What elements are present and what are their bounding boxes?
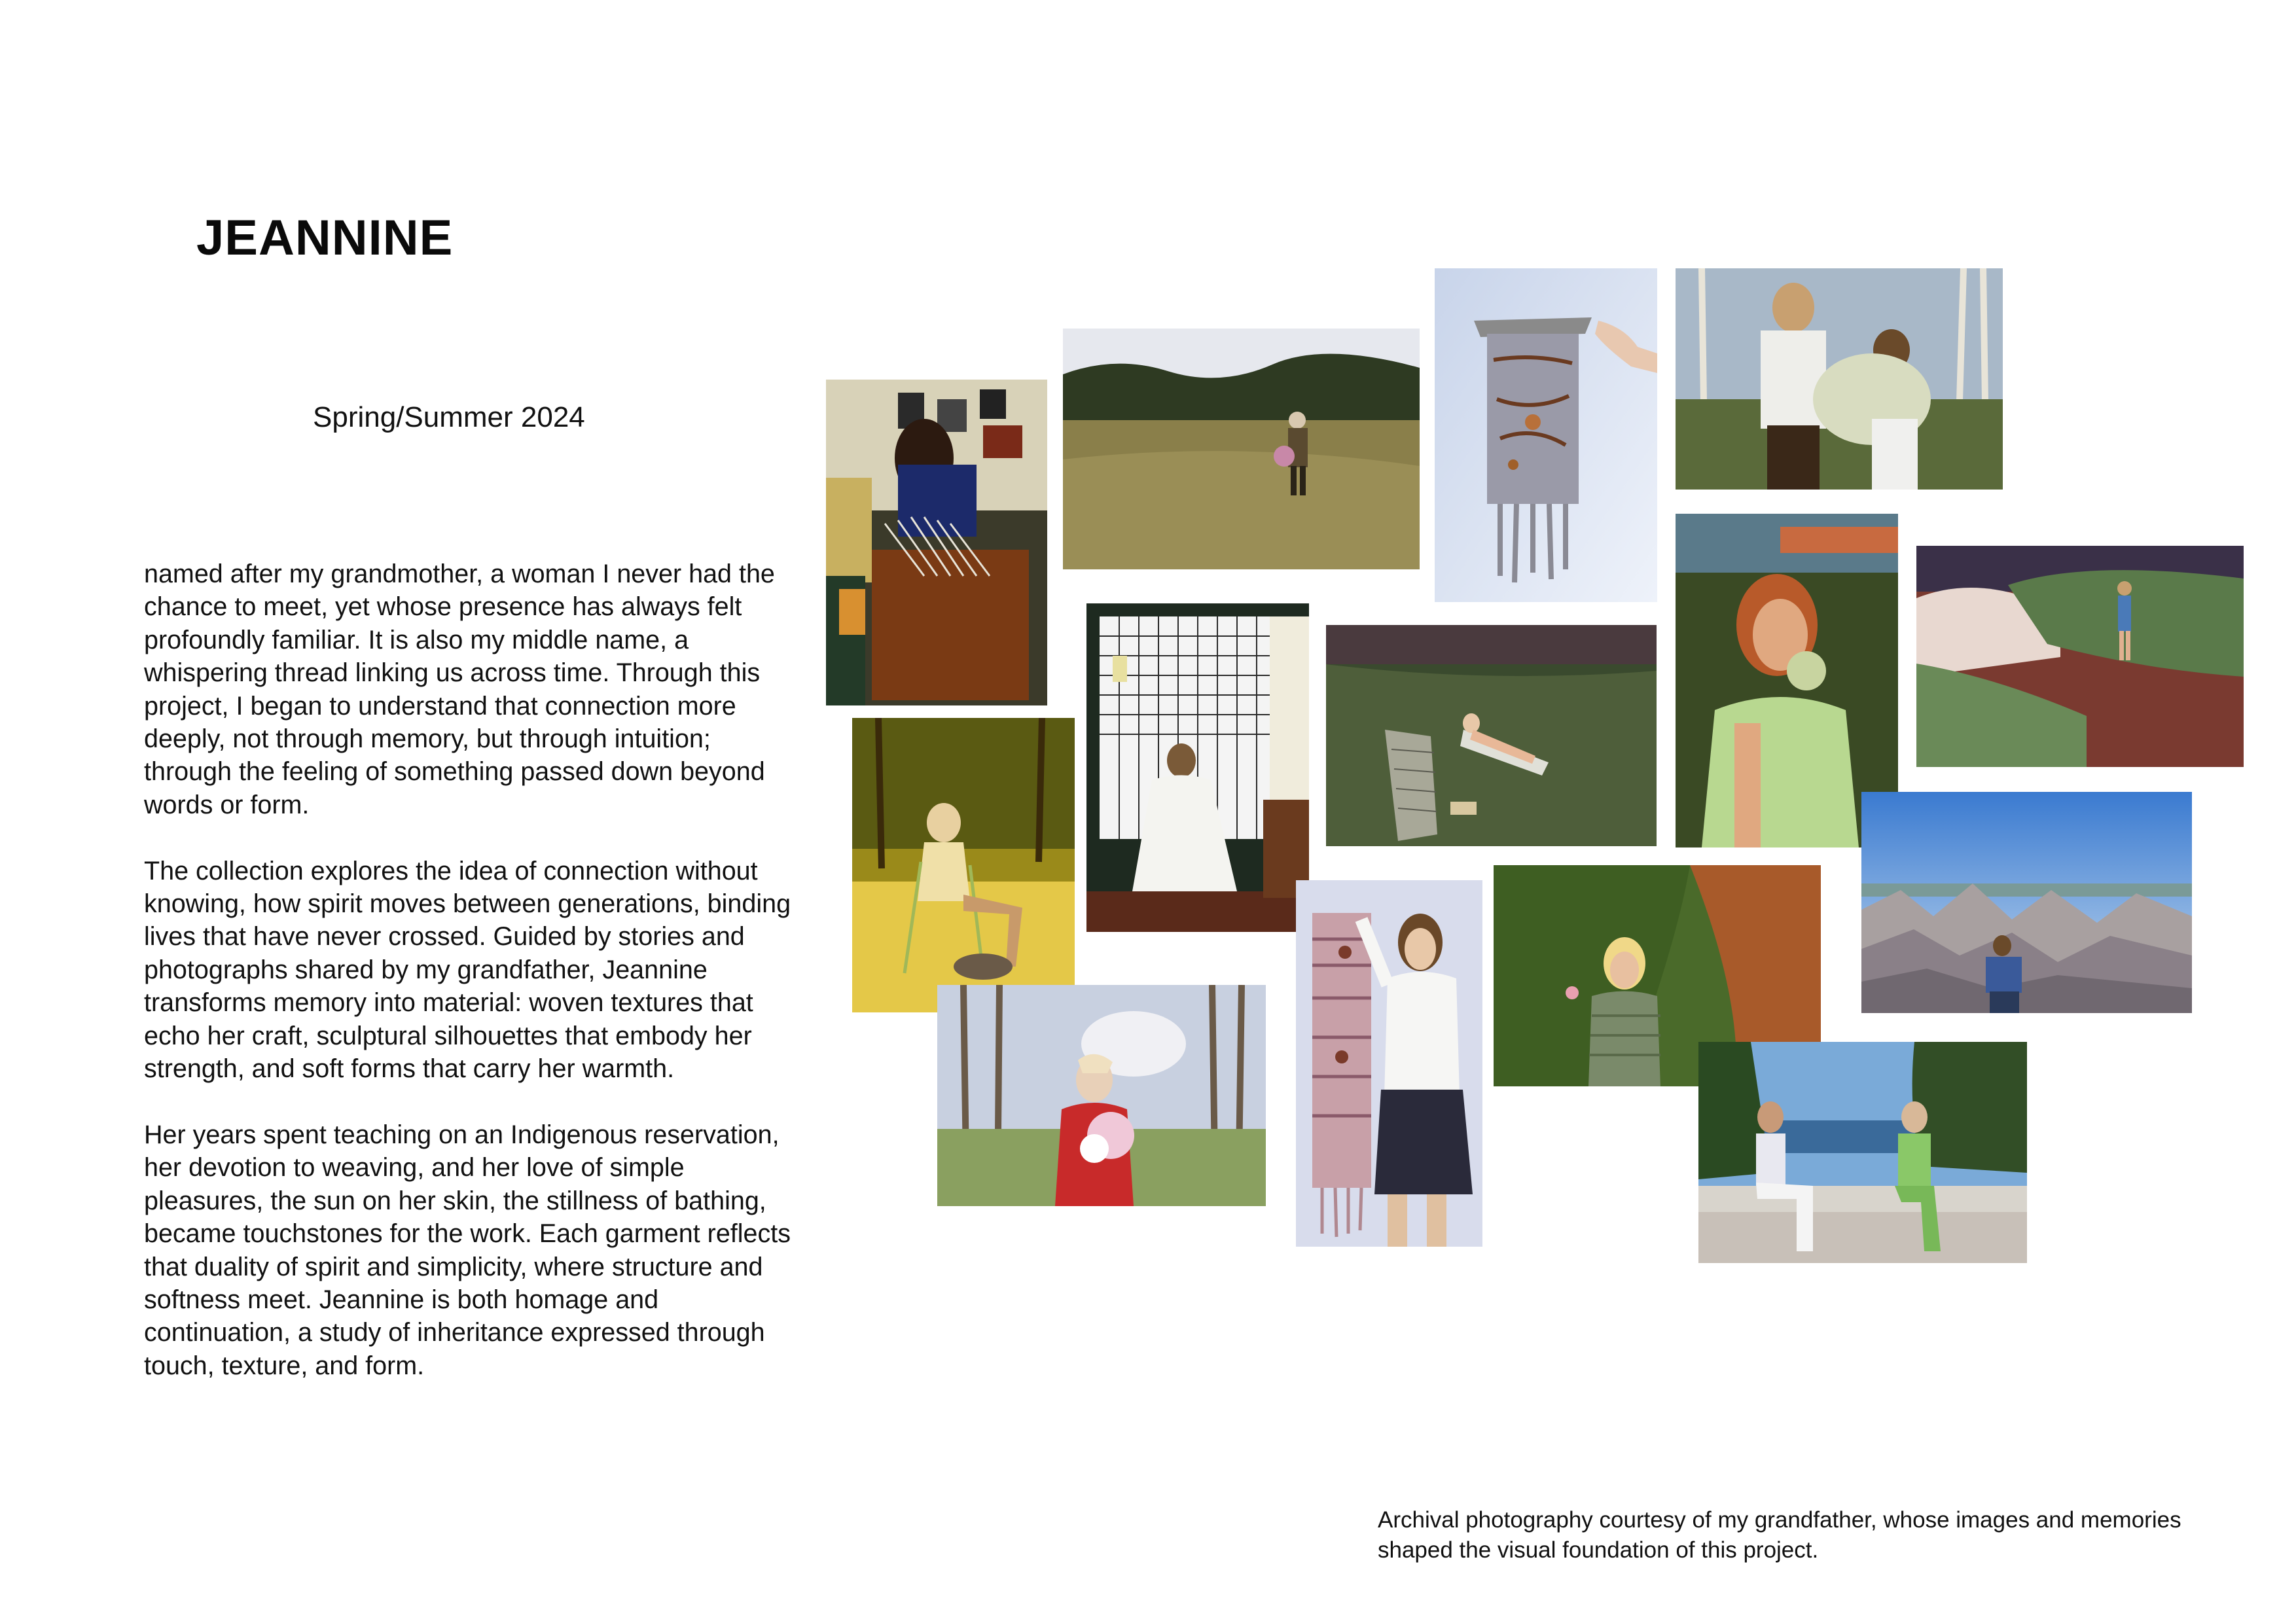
woman-holding-weaving-photo	[1296, 880, 1482, 1247]
body-text	[144, 558, 805, 1382]
season-label: Spring/Summer 2024	[313, 401, 585, 433]
body-paragraph: Her years spent teaching on an Indigenous reservation, her devotion to weaving, and her love of simple pleasures, the sun on her skin, the stillness of bathing, became touchstones for the work. Each garment reflects that duality of spirit and simplicity, where structure and softness meet. Jeannine is both homage and continuation, a study of inheritance expressed through touch, texture, and form.	[144, 1120, 791, 1380]
photo-credit-caption: Archival photography courtesy of my grandfather, whose images and memories shaped the visual foundation of this project.	[1378, 1507, 2181, 1563]
couple-with-flowers-photo	[1676, 268, 2003, 490]
weaving-at-loom-photo	[826, 380, 1047, 705]
body-paragraph: named after my grandmother, a woman I never had the chance to meet, yet whose presence has always felt profoundly familiar. It is also my middle name, a whispering thread linking us across time. Through this project, I began to understand that connection more deeply, not through memory, but through intuition; through the feeling of something passed down beyond words or form.	[144, 560, 775, 819]
badlands-landscape-photo	[1861, 792, 2192, 1013]
page-title: JEANNINE	[196, 210, 454, 266]
body-paragraph: The collection explores the idea of connection without knowing, how spirit moves between generations, binding lives that have never crossed. Guided by stories and photographs shared by my grandfather, Jeannine transforms memory into material: woven textures that echo her craft, sculptural silhouettes that embody her strength, and soft forms that carry her warmth.	[144, 856, 791, 1084]
woman-in-field-photo	[1063, 329, 1420, 569]
woman-in-stream-photo	[1916, 546, 2244, 767]
woman-on-phone-photo	[1086, 603, 1309, 932]
woman-with-bouquet-photo	[937, 985, 1266, 1206]
woven-hanging-photo	[1435, 268, 1657, 602]
two-women-on-wall-photo	[1698, 1042, 2027, 1263]
sunbathing-photo	[1326, 625, 1657, 846]
woman-in-chair-with-cat-photo	[852, 718, 1075, 1012]
